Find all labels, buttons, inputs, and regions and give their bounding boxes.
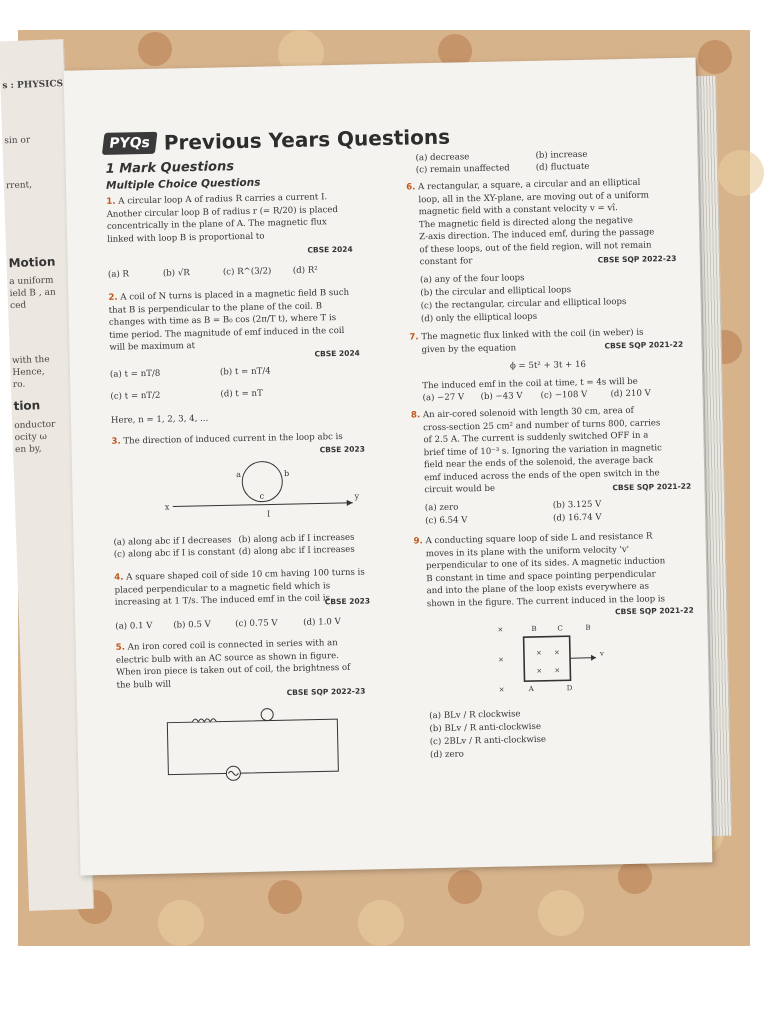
question-number: 3. xyxy=(111,436,121,447)
source-tag: CBSE 2024 xyxy=(314,348,360,359)
question-line: magnetic field with a constant velocity v = vî. xyxy=(418,203,618,218)
cross-mark: × xyxy=(498,685,505,694)
option: (c) 6.54 V xyxy=(425,515,468,527)
option: (a) any of the four loops xyxy=(420,273,525,286)
question-line: linked with loop B is proportional to xyxy=(107,231,265,245)
note: Here, n = 1, 2, 3, 4, ... xyxy=(110,413,209,426)
question-line: An iron cored coil is connected in series with an xyxy=(127,638,338,653)
figure-square-loop xyxy=(495,619,617,701)
left-page-text: ield B , an xyxy=(9,287,56,300)
left-page-text: ro. xyxy=(12,379,26,391)
left-page-text: onductor xyxy=(14,419,56,432)
option: (c) along abc if I is constant xyxy=(113,547,236,560)
left-page-text: rrent, xyxy=(5,180,33,192)
option: (b) 3.125 V xyxy=(552,499,602,511)
question-line: and into the plane of the loop exists everywhere as xyxy=(426,581,650,597)
question-line: perpendicular to one of its sides. A magnetic induction xyxy=(425,556,666,572)
source-tag: CBSE SQP 2021-22 xyxy=(612,481,692,493)
question-2 xyxy=(108,286,384,354)
left-page-heading: Motion xyxy=(8,254,56,271)
label-B: B xyxy=(585,623,591,632)
photo-background xyxy=(2,30,750,946)
figure-coil-circuit xyxy=(157,705,349,784)
option: (a) along abc if I decreases xyxy=(113,535,232,548)
question-line: given by the equation xyxy=(421,342,517,355)
page-header xyxy=(103,125,450,156)
label-v: v xyxy=(599,649,605,658)
label-current: I xyxy=(266,509,271,519)
option: (a) t = nT/8 xyxy=(109,368,161,380)
option: (c) remain unaffected xyxy=(415,163,510,176)
question-line: concentrically in the plane of A. The magnetic flux xyxy=(106,217,327,232)
question-number: 4. xyxy=(114,572,124,583)
question-9 xyxy=(413,529,705,610)
subsection-heading: Multiple Choice Questions xyxy=(105,176,261,192)
question-line: Z-axis direction. The induced emf, during the passage xyxy=(419,227,655,243)
source-tag: CBSE 2024 xyxy=(307,244,353,255)
question-1 xyxy=(106,190,377,246)
question-line: loop, all in the XY-plane, are moving out of a uniform xyxy=(418,189,649,205)
question-line: A square shaped coil of side 10 cm having 100 turns is xyxy=(126,567,365,583)
option: (d) fluctuate xyxy=(535,161,590,173)
label-D: D xyxy=(566,684,573,693)
question-line: constant for xyxy=(419,256,473,268)
left-page-text: en by, xyxy=(14,444,42,456)
question-line: circuit would be xyxy=(424,483,496,496)
cross-mark: × xyxy=(497,655,505,664)
question-line: the bulb will xyxy=(116,679,172,691)
cross-mark: × xyxy=(553,648,560,657)
equation: ϕ = 5t² + 3t + 16 xyxy=(509,359,587,372)
question-line: field near the ends of the solenoid, the average back xyxy=(423,455,654,471)
source-tag: CBSE SQP 2021-22 xyxy=(604,339,684,351)
left-page-text: ocity ω xyxy=(14,431,48,444)
source-tag: CBSE SQP 2022-23 xyxy=(597,253,677,265)
question-line: The direction of induced current in the loop abc is xyxy=(123,431,343,447)
question-line: cross-section 25 cm² and number of turns 800, carries xyxy=(423,417,661,433)
option: (c) −108 V xyxy=(540,389,588,401)
option: (a) R xyxy=(107,269,130,280)
label-b: b xyxy=(284,469,290,479)
option: (c) t = nT/2 xyxy=(110,390,161,402)
left-page-heading: tion xyxy=(13,398,41,414)
option: (c) 0.75 V xyxy=(235,618,278,630)
option: (b) 0.5 V xyxy=(173,619,211,631)
question-5 xyxy=(116,636,407,692)
question-line: An air-cored solenoid with length 30 cm, area of xyxy=(422,405,634,421)
label-c: c xyxy=(259,491,265,501)
option: (a) −27 V xyxy=(422,392,465,404)
question-line: A circular loop A of radius R carries a current I. xyxy=(118,192,328,207)
page-title: Previous Years Questions xyxy=(163,124,451,155)
cross-mark: × xyxy=(535,648,542,657)
question-line: that B is perpendicular to the plane of the coil. B xyxy=(108,300,323,316)
question-line: brief time of 10⁻³ s. Ignoring the variation in magnetic xyxy=(423,442,662,458)
question-number: 1. xyxy=(106,196,116,207)
question-line: Another circular loop B of radius r (= R/20) is placed xyxy=(106,204,339,220)
question-line: When iron piece is taken out of coil, the brightness of xyxy=(116,662,351,678)
label-C: C xyxy=(557,624,563,633)
cross-mark: × xyxy=(497,625,504,634)
option: (d) only the elliptical loops xyxy=(420,311,538,325)
question-line: The induced emf in the coil at time, t = 4s will be xyxy=(422,376,638,392)
question-line: The magnetic field is directed along the negative xyxy=(418,215,633,230)
label-x: x xyxy=(164,502,170,512)
option: (c) the rectangular, circular and elliptical loops xyxy=(420,296,627,312)
pyqs-badge: PYQs xyxy=(102,132,157,155)
option: (b) −43 V xyxy=(480,391,523,403)
question-line: A coil of N turns is placed in a magnetic field B such xyxy=(120,287,350,303)
source-tag: CBSE 2023 xyxy=(319,444,365,455)
question-number: 7. xyxy=(409,332,419,343)
left-page-text: a uniform xyxy=(9,275,54,288)
option: (d) 16.74 V xyxy=(553,512,602,524)
question-line: time period. The magnitude of emf induced in the coil xyxy=(109,325,345,341)
label-y: y xyxy=(354,491,360,501)
option: (b) increase xyxy=(535,149,588,161)
question-line: B constant in time and space pointing perpendicular xyxy=(426,568,656,584)
question-line: A conducting square loop of side L and resistance R xyxy=(425,531,653,547)
question-line: changes with time as B = B₀ cos (2π/T t), where T is xyxy=(108,313,337,328)
left-page-text: s : PHYSICS xyxy=(2,79,64,92)
question-line: increasing at 1 T/s. The induced emf in the coil is xyxy=(114,593,331,608)
left-page-text: with the xyxy=(11,354,50,367)
question-line: of 2.5 A. The current is suddenly switched OFF in a xyxy=(423,430,649,446)
option: (d) along abc if I increases xyxy=(238,544,355,558)
source-tag: CBSE SQP 2021-22 xyxy=(614,605,694,617)
label-a: a xyxy=(236,470,242,480)
option: (b) along acb if I increases xyxy=(238,532,355,546)
question-line: The magnetic flux linked with the coil (in weber) is xyxy=(421,327,644,343)
option: (a) BLv / R clockwise xyxy=(429,709,521,722)
book-page xyxy=(64,57,713,875)
question-line: A rectangular, a square, a circular and an elliptical xyxy=(418,177,641,193)
option: (c) 2BLv / R anti-clockwise xyxy=(429,734,547,748)
option: (a) zero xyxy=(424,502,459,514)
label-B: B xyxy=(531,624,537,634)
option: (a) 0.1 V xyxy=(115,620,153,632)
left-page-text: sin or xyxy=(4,135,31,147)
question-line: of these loops, out of the field region, will not remain xyxy=(419,239,652,255)
option: (d) zero xyxy=(429,749,464,761)
question-line: electric bulb with an AC source as shown in figure. xyxy=(115,650,339,666)
option: (b) √R xyxy=(162,268,190,279)
option: (d) 210 V xyxy=(610,388,651,400)
option: (c) R^(3/2) xyxy=(222,266,272,278)
source-tag: CBSE 2023 xyxy=(324,596,371,607)
cross-mark: × xyxy=(554,666,561,675)
question-number: 5. xyxy=(115,642,126,653)
left-page-text: ced xyxy=(9,300,27,312)
question-line: moves in its plane with the uniform velocity 'v' xyxy=(425,544,630,559)
section-heading: 1 Mark Questions xyxy=(105,159,235,177)
question-line: will be maximum at xyxy=(109,341,196,353)
option: (b) the circular and elliptical loops xyxy=(420,285,572,299)
option: (a) decrease xyxy=(415,152,470,164)
option: (d) R² xyxy=(292,265,318,276)
option: (b) BLv / R anti-clockwise xyxy=(429,721,542,735)
source-tag: CBSE SQP 2022-23 xyxy=(286,686,366,698)
question-number: 2. xyxy=(108,292,118,303)
question-line: placed perpendicular to a magnetic field which is xyxy=(114,580,331,596)
option: (b) t = nT/4 xyxy=(219,366,271,378)
question-number: 8. xyxy=(410,410,421,421)
label-A: A xyxy=(528,684,534,694)
option: (d) t = nT xyxy=(220,388,263,400)
figure-loop-diagram xyxy=(162,455,363,529)
question-number: 9. xyxy=(413,536,423,547)
question-line: shown in the figure. The current induced in the loop is xyxy=(426,593,666,609)
question-line: emf induced across the ends of the open switch in the xyxy=(424,467,660,483)
option: (d) 1.0 V xyxy=(303,617,341,628)
left-page-text: Hence, xyxy=(12,367,45,379)
question-number: 6. xyxy=(406,182,416,193)
cross-mark: × xyxy=(536,666,543,675)
